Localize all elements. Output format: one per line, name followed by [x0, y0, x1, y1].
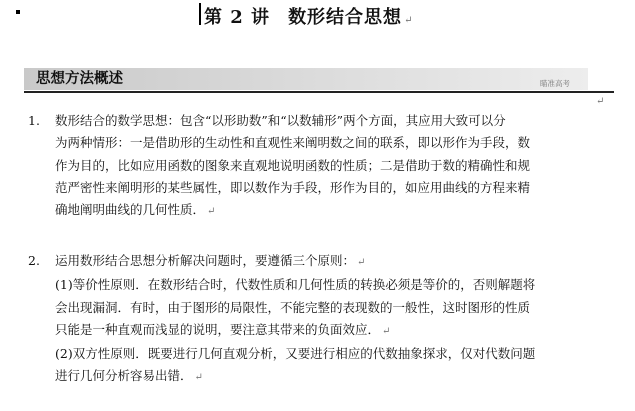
text-cursor — [199, 3, 201, 25]
paragraph-mark-icon: ↵ — [207, 206, 216, 218]
text-line: 会出现漏洞．有时，由于图形的局限性，不能完整的表现数的一般性，这时图形的性质 — [55, 299, 531, 315]
bullet-marker — [16, 10, 20, 14]
list-item-1[interactable] — [55, 110, 593, 223]
paragraph-mark-icon: ↵ — [357, 257, 366, 268]
paragraph-mark-icon: ↵ — [404, 15, 414, 26]
text-line: 进行几何分析容易出错． ↵ — [55, 368, 203, 384]
section-divider — [24, 91, 614, 93]
text-line: 范严密性来阐明形的某些属性，即以数作为手段，形作为目的，如应用曲线的方程来精 — [55, 179, 531, 195]
list-number: 1. — [28, 113, 40, 128]
text-line: 作为目的，比如应用函数的图象来直观地说明函数的性质；二是借助于数的精确性和规 — [55, 157, 531, 173]
text-line: 数形结合的数学思想：包含“以形助数”和“以数辅形”两个方面，其应用大致可以分 — [55, 113, 506, 128]
list-item-2[interactable] — [55, 250, 593, 390]
title-main: 数形结合思想 — [288, 7, 403, 28]
page-title[interactable] — [204, 3, 413, 29]
text-line: 确地阐明曲线的几何性质． ↵ — [55, 202, 216, 218]
list-number: 2. — [28, 253, 40, 268]
paragraph-mark-icon: ↵ — [596, 96, 605, 107]
text-line: 运用数形结合思想分析解决问题时，要遵循三个原则： ↵ — [55, 253, 366, 268]
text-line: 为两种情形：一是借助形的生动性和直观性来阐明数之间的联系，即以形作为手段，数 — [55, 135, 531, 151]
paragraph-mark-icon: ↵ — [382, 325, 391, 337]
text-line: (1)等价性原则．在数形结合时，代数性质和几何性质的转换必须是等价的，否则解题将 — [55, 277, 536, 293]
title-prefix: 第 2 讲 — [204, 7, 271, 28]
text-line: 只能是一种直观而浅显的说明，要注意其带来的负面效应． ↵ — [55, 321, 391, 337]
section-title[interactable]: 思想方法概述 — [36, 71, 123, 87]
section-tag: 瞄准高考 — [540, 79, 570, 88]
text-line: (2)双方性原则．既要进行几何直观分析，又要进行相应的代数抽象探求，仅对代数问题 — [55, 346, 536, 362]
paragraph-mark-icon: ↵ — [194, 372, 203, 384]
